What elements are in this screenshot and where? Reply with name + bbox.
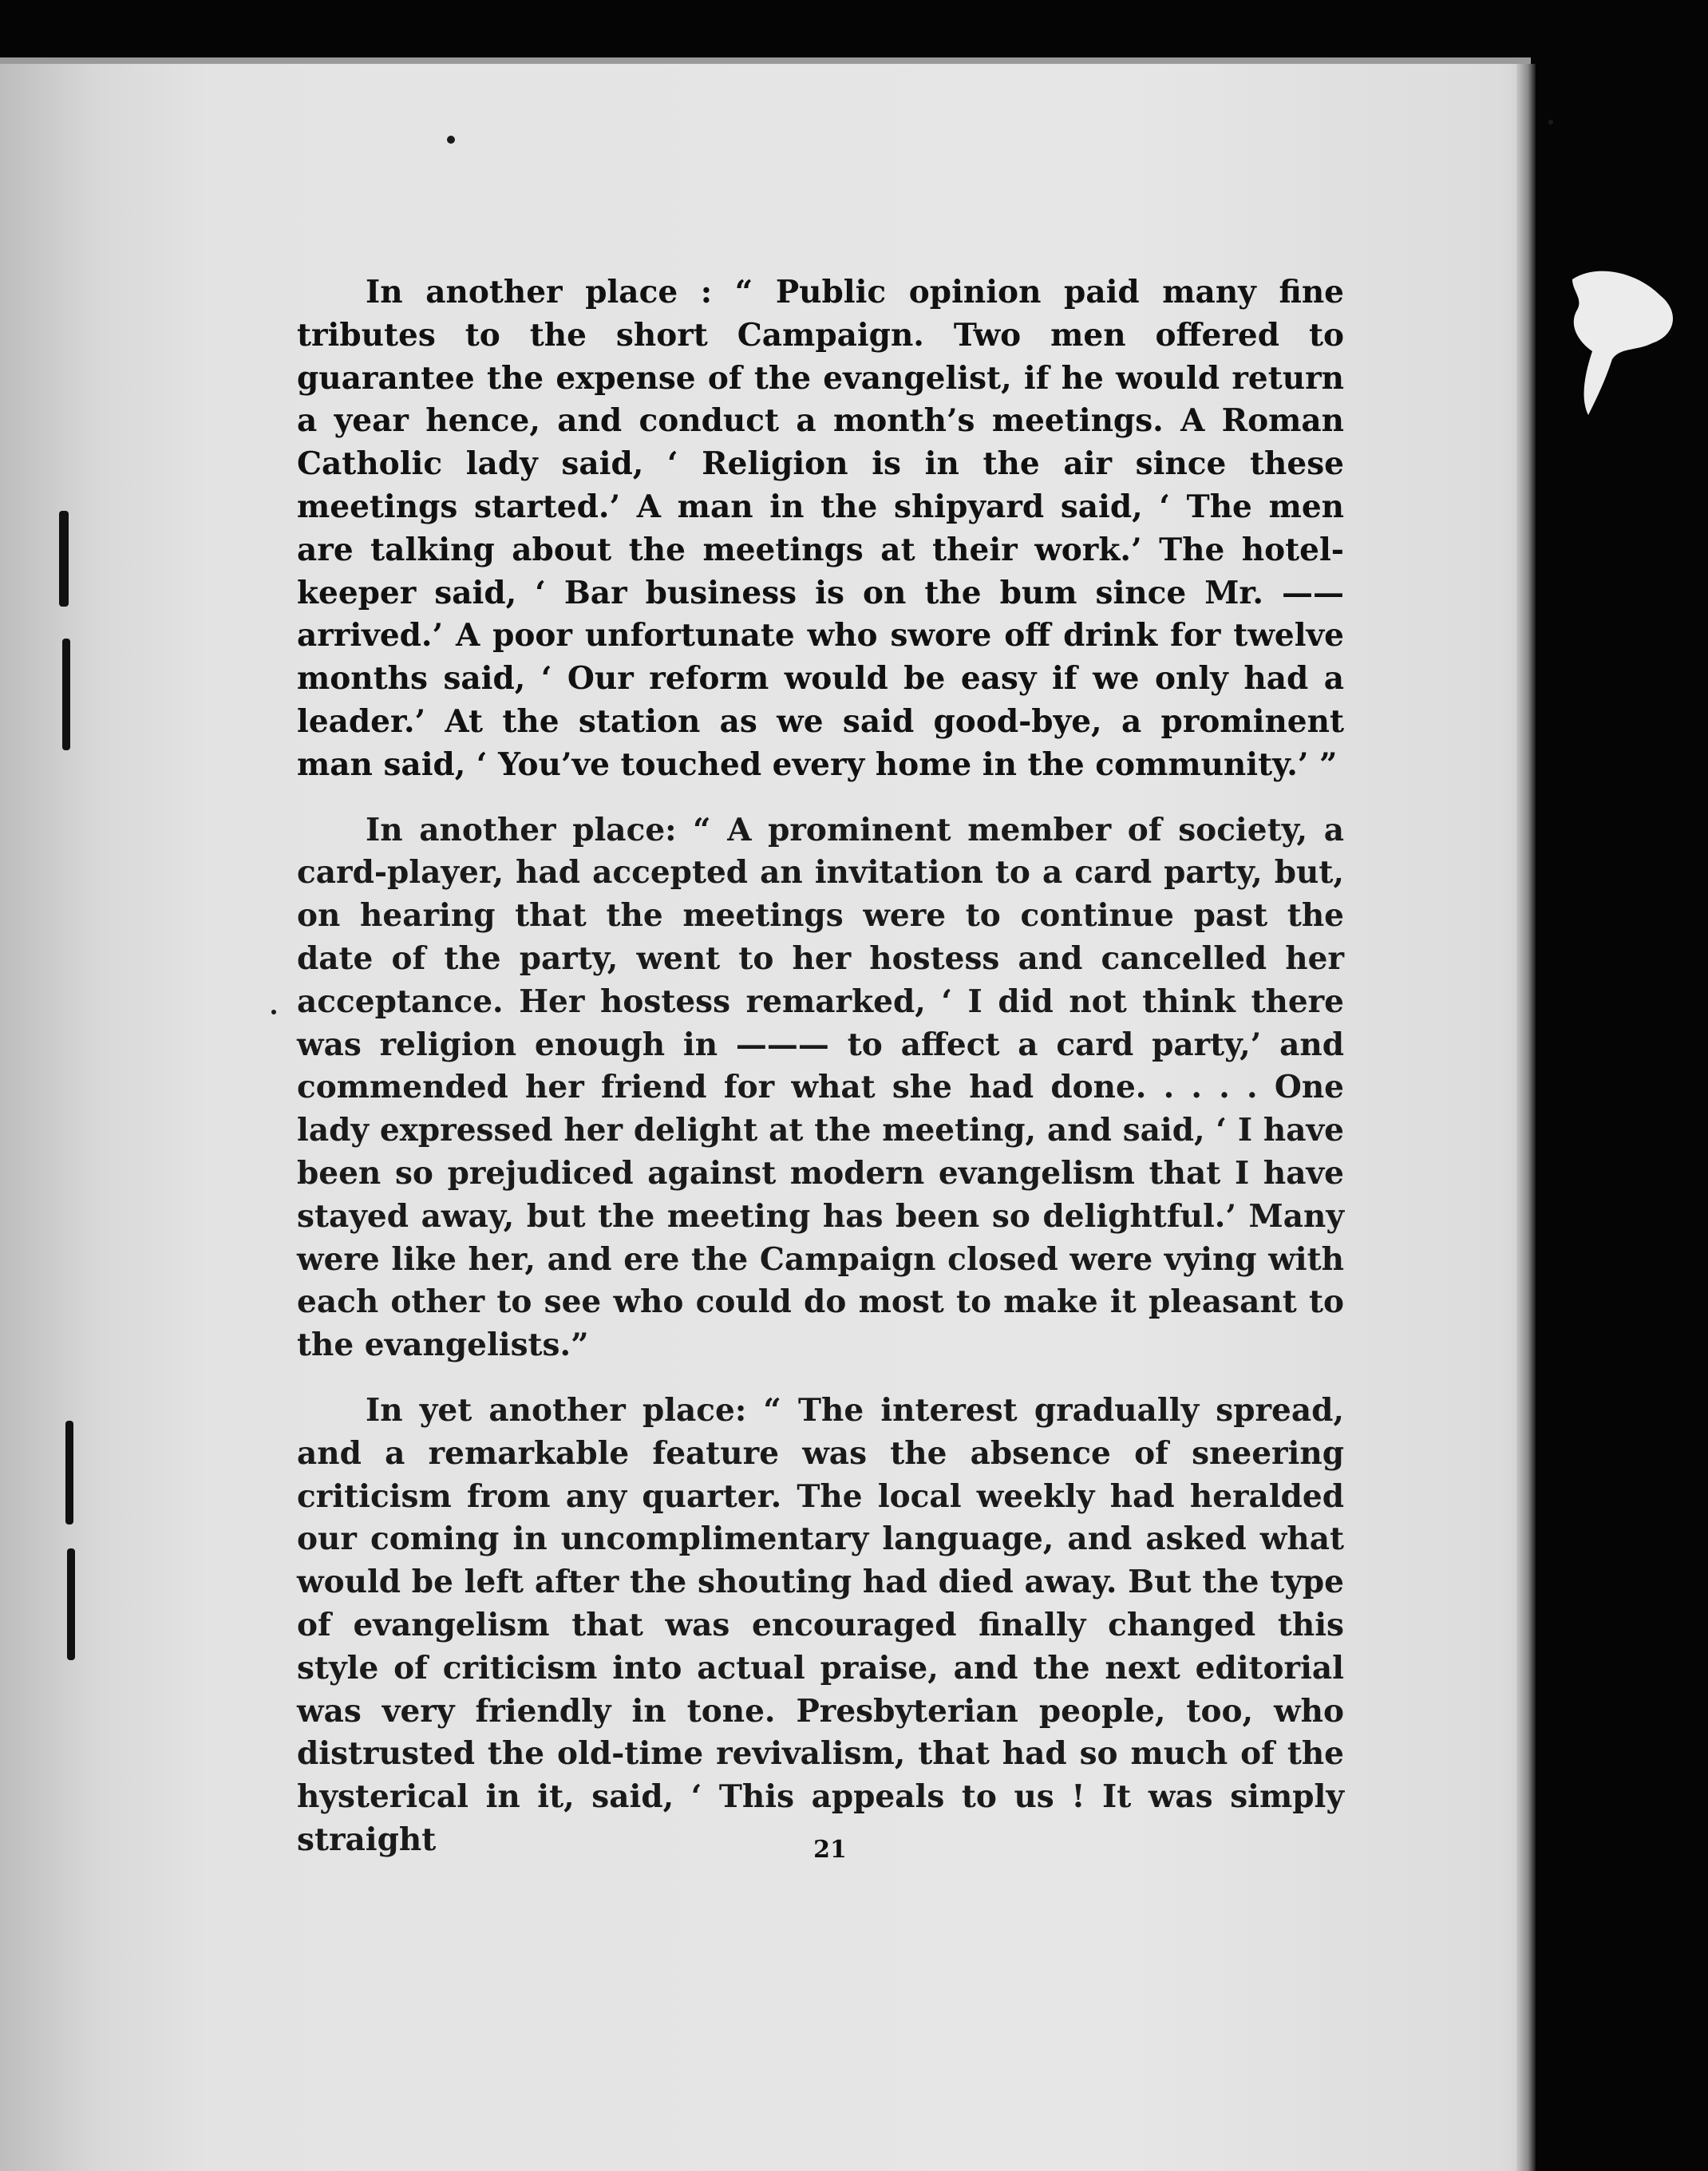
ink-speck bbox=[271, 1010, 276, 1014]
pointer-mark-icon bbox=[1564, 263, 1684, 423]
ink-speck bbox=[447, 136, 455, 144]
ink-speck bbox=[1548, 120, 1553, 125]
binding-mark bbox=[62, 639, 70, 750]
page-number: 21 bbox=[813, 1836, 847, 1864]
body-text bbox=[297, 271, 1344, 1884]
paragraph-2: In another place: “ A prominent member of society, a card-player, had accepted an invitation to a card party, but, on hearing that the meetings were to continue past the date of the party, went to her hostess and cancelled her acceptance. Her hostess remarked, ‘ I did not think there was religion enough in ——— to affect a card party,’ and commended her friend for what she had done. . . . . One lady expressed her delight at the meeting, and said, ‘ I have been so prejudiced against modern evangelism that I have stayed away, but the meeting has been so delightful.’ Many were like her, and ere the Campaign closed were vying with each other to see who could do most to make it pleasant to the evangelists.” bbox=[297, 811, 1344, 1364]
binding-mark bbox=[67, 1548, 75, 1660]
binding-mark bbox=[65, 1421, 73, 1524]
page-edge-shadow bbox=[1516, 64, 1536, 2171]
paragraph-3: In yet another place: “ The interest gradually spread, and a remarkable feature was the absence of sneering criticism from any quarter. The local weekly had heralded our coming in uncomplimentary language, and asked what would be left after the shouting had died away. But the type of evangelism that was encouraged finally changed this style of criticism into actual praise, and the next editorial was very friendly in tone. Presbyterian people, too, who distrusted the old-time revivalism, that had so much of the hysterical in it, said, ‘ This appeals to us ! It was simply straight bbox=[297, 1391, 1344, 1858]
binding-mark bbox=[59, 511, 69, 607]
paragraph-1: In another place : “ Public opinion paid many fine tributes to the short Campaign. Two men offered to guarantee the expense of the evangelist, if he would return a year hence, and conduct a month’s meetings. A Roman Catholic lady said, ‘ Religion is in the air since these meetings started.’ A man in the shipyard said, ‘ The men are talking about the meetings at their work.’ The hotel-keeper said, ‘ Bar business is on the bum since Mr. —— arrived.’ A poor unfortunate who swore off drink for twelve months said, ‘ Our reform would be easy if we only had a leader.’ At the station as we said good-bye, a prominent man said, ‘ You’ve touched every home in the community.’ ” bbox=[297, 274, 1344, 783]
